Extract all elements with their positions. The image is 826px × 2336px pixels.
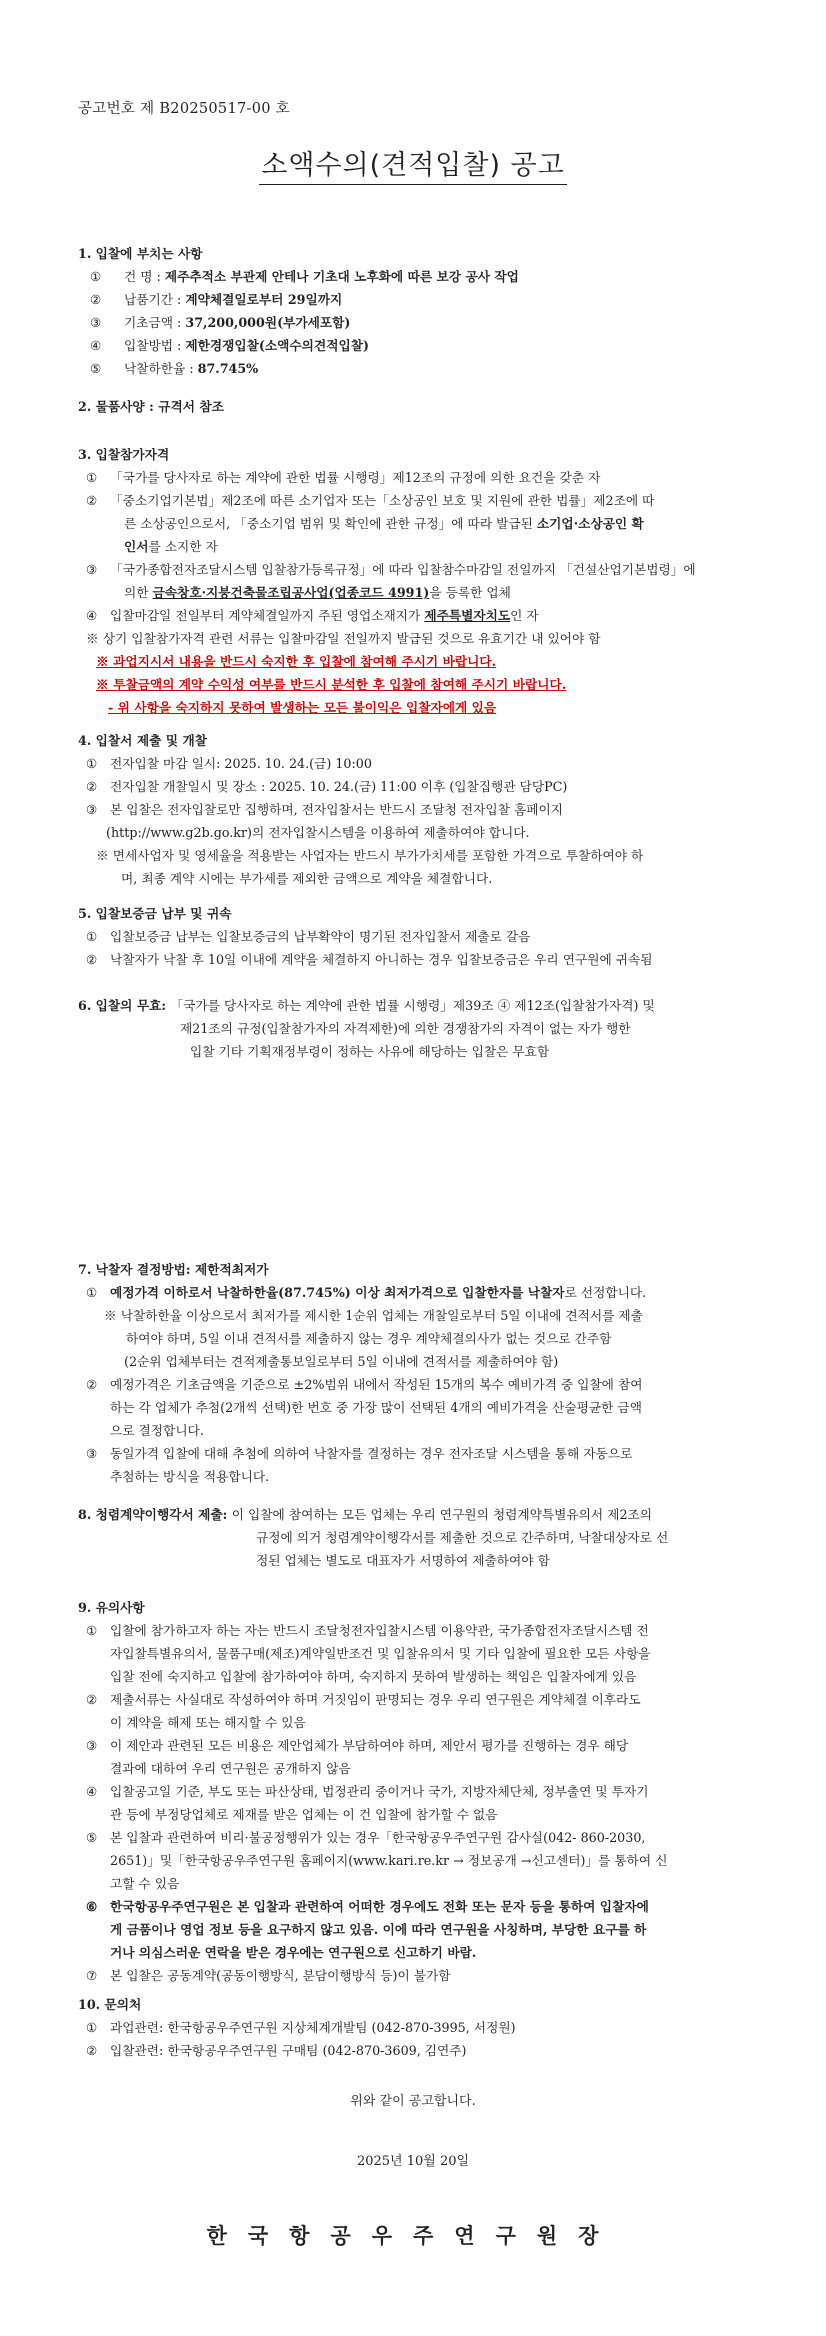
title-text: 소액수의(견적입찰) 공고 (259, 150, 566, 185)
list-item: ② 입찰관련: 한국항공우주연구원 구매팀 (042-870-3609, 김연주) (86, 2043, 467, 2058)
notice-date: 2025년 10월 20일 (356, 2154, 470, 2169)
list-item: ② 낙찰자가 낙찰 후 10일 이내에 계약을 체결하지 아니하는 경우 입찰보증금은 우리 연구원에 귀속됨 (86, 952, 653, 967)
list-item: ② 예정가격은 기초금액을 기준으로 ±2%범위 내에서 작성된 15개의 복수 예비가격 중 입찰에 참여 (86, 1377, 643, 1392)
list-item: ② 제출서류는 사실대로 작성하여야 하며 거짓임이 판명되는 경우 우리 연구원은 계약체결 이후라도 (86, 1692, 641, 1707)
section-integrity: 8. 청렴계약이행각서 제출: 이 입찰에 참여하는 모든 업체는 우리 연구원의 청렴계약특별유의서 제2조의 규정에 의거 청렴계약이행각서를 제출한 것으로 간주하며, 낙찰대상자로 선 정된 업체는 별도로 대표자가 서명하여 제출하여야 함 (78, 1507, 669, 1568)
note: 며, 최종 계약 시에는 부가세를 제외한 금액으로 계약을 체결합니다. (121, 871, 493, 886)
warning-text: - 위 사항을 숙지하지 못하여 발생하는 모든 불이익은 입찰자에게 있음 (108, 700, 497, 715)
note: ※ 면세사업자 및 영세율을 적용받는 사업자는 반드시 부가가치세를 포함한 가격으로 투찰하여야 하 (96, 848, 644, 863)
warning-text: ※ 투찰금액의 계약 수익성 여부를 반드시 분석한 후 입찰에 참여해 주시기 바랍니다. (96, 677, 567, 692)
section-spec (78, 395, 768, 418)
section-invalid: 6. 입찰의 무효: 「국가를 당사자로 하는 계약에 관한 법률 시행령」제39조 ④ 제12조(입찰참가자격) 및 제21조의 규정(입찰참가자의 자격제한)에 의한 경쟁참가의 자격이 없는 자가 행한 입찰 기타 기획재정부령이 정하는 사유에 해당하는 입찰은 무효함 (78, 998, 655, 1059)
section-deposit (78, 902, 768, 971)
list-item: ④ 입찰방법 : 제한경쟁입찰(소액수의견적입찰) (90, 338, 369, 353)
list-item: ② 「중소기업기본법」제2조에 따른 소기업자 또는「소상공인 보호 및 지원에 관한 법률」제2조에 따 (86, 493, 655, 508)
note: (2순위 업체부터는 견적제출통보일로부터 5일 이내에 견적서를 제출하여야 함) (124, 1354, 559, 1369)
list-item: ④ 입찰마감일 전일부터 계약체결일까지 주된 영업소재지가 제주특별자치도인 자 (86, 608, 539, 623)
section-heading: 7. 낙찰자 결정방법: 제한적최저가 (78, 1262, 269, 1277)
list-item: ③ 기초금액 : 37,200,000원(부가세포함) (90, 315, 351, 330)
organization-name: 한국항공우주연구원장 (206, 2224, 620, 2248)
list-item: ① 과업관련: 한국항공우주연구원 지상체계개발팀 (042-870-3995, 서정원) (86, 2020, 516, 2035)
note: ※ 낙찰하한율 이상으로서 최저가를 제시한 1순위 업체는 개찰일로부터 5일 이내에 견적서를 제출 (104, 1308, 643, 1323)
section-heading: 8. 청렴계약이행각서 제출: (78, 1507, 232, 1522)
list-item: ① 전자입찰 마감 일시: 2025. 10. 24.(금) 10:00 (86, 756, 372, 771)
page-title (0, 143, 826, 182)
list-item: ③ 「국가종합전자조달시스템 입찰참가등록규정」에 따라 입찰참수마감일 전일까지 「건설산업기본법령」에 (86, 562, 696, 577)
list-item: ③ 동일가격 입찰에 대해 추첨에 의하여 낙찰자를 결정하는 경우 전자조달 시스템을 통해 자동으로 (86, 1446, 633, 1461)
list-item: ① 입찰보증금 납부는 입찰보증금의 납부확약이 명기된 전자입찰서 제출로 갈음 (86, 929, 531, 944)
list-item: ⑤ 낙찰하한율 : 87.745% (90, 361, 259, 376)
section-notes: 9. 유의사항 ① 입찰에 참가하고자 하는 자는 반드시 조달청전자입찰시스템 이용약관, 국가종합전자조달시스템 전 자입찰특별유의서, 물품구매(제조)계약일반조건 및 입찰유의서 및 기타 입찰에 필요한 모든 사항을 입찰 전에 숙지하고 입찰에 참가하여야 하며, 숙지하지 못하여 발생하는 책임은 입찰자에게 있음 ② 제출서류는 사실대로 작성하여야 하며 거짓임이 판명되는 경우 우리 연구원은 계약체결 이후라도 이 계약을 해제 또는 해지할 수 있음 ③ 이 제안과 관련된 모든 비용은 제안업체가 부담하여야 하며, 제안서 평가를 진행하는 경우 해당 결과에 대하여 우리 연구원은 공개하지 않음 ④ 입찰공고일 기준, 부도 또는 파산상태, 법정관리 중이거나 국가, 지방자체단체, 정부출연 및 투자기 관 등에 부정당업체로 제재를 받은 업체는 이 건 입찰에 참가할 수 없음 ⑤ 본 입찰과 관련하여 비리·불공정행위가 있는 경우「한국항공우주연구원 감사실(042- 860-2030, 2651)」및「한국항공우주연구원 홈페이지(www.kari.re.kr → 정보공개 →신고센터)」를 통하여 신 고할 수 있음 ⑥ 한국항공우주연구원은 본 입찰과 관련하여 어떠한 경우에도 전화 또는 문자 등을 통하여 입찰자에 게 금품이나 영업 정보 등을 요구하지 않고 있음. 이에 따라 연구원을 사칭하며, 부당한 요구를 하 거나 의심스러운 연락을 받은 경우에는 연구원으로 신고하기 바람. ⑦ 본 입찰은 공동계약(공동이행방식, 분담이행방식 등)이 불가함 (78, 1596, 768, 1987)
list-item-cont: 의한 금속창호·지붕건축물조립공사업(업종코드 4991)을 등록한 업체 (124, 585, 511, 600)
section-contact (78, 1993, 768, 2062)
list-item-cont: 인서를 소지한 자 (124, 539, 218, 554)
list-item: ⑤ 본 입찰과 관련하여 비리·불공정행위가 있는 경우「한국항공우주연구원 감사실(042- 860-2030, (86, 1830, 646, 1845)
list-item: ⑦ 본 입찰은 공동계약(공동이행방식, 분담이행방식 등)이 불가함 (86, 1968, 451, 1983)
list-item: ⑥ 한국항공우주연구원은 본 입찰과 관련하여 어떠한 경우에도 전화 또는 문자 등을 통하여 입찰자에 (86, 1899, 649, 1914)
section-award: 7. 낙찰자 결정방법: 제한적최저가 ① 예정가격 이하로서 낙찰하한율(87.745%) 이상 최저가격으로 입찰한자를 낙찰자로 선정합니다. ※ 낙찰하한율 이상으로서 최저가를 제시한 1순위 업체는 개찰일로부터 5일 이내에 견적서를 제출 하여야 하며, 5일 이내 견적서를 제출하지 않는 경우 계약체결의사가 없는 것으로 간주함 (2순위 업체부터는 견적제출통보일로부터 5일 이내에 견적서를 제출하여야 함) ② 예정가격은 기초금액을 기준으로 ±2%범위 내에서 작성된 15개의 복수 예비가격 중 입찰에 참여 하는 각 업체가 추첨(2개씩 선택)한 번호 중 가장 많이 선택된 4개의 예비가격을 산술평균한 금액 으로 결정합니다. ③ 동일가격 입찰에 대해 추첨에 의하여 낙찰자를 결정하는 경우 전자조달 시스템을 통해 자동으로 추첨하는 방식을 적용합니다. (78, 1258, 768, 1488)
list-item-cont: 른 소상공인으로서, 「중소기업 범위 및 확인에 관한 규정」에 따라 발급된 소기업·소상공인 확 (124, 516, 644, 531)
list-item: ① 「국가를 당사자로 하는 계약에 관한 법률 시행령」제12조의 규정에 의한 요건을 갖춘 자 (86, 470, 601, 485)
list-item-cont: (http://www.g2b.go.kr)의 전자입찰시스템을 이용하여 제출하여야 합니다. (106, 825, 530, 840)
section-bid-items (78, 242, 768, 380)
section-submission (78, 729, 768, 890)
list-item: ① 입찰에 참가하고자 하는 자는 반드시 조달청전자입찰시스템 이용약관, 국가종합전자조달시스템 전 (86, 1623, 649, 1638)
list-item: ② 납품기간 : 계약체결일로부터 29일까지 (90, 292, 343, 307)
warning-text: ※ 과업지시서 내용을 반드시 숙지한 후 입찰에 참여해 주시기 바랍니다. (96, 654, 497, 669)
section-heading: 3. 입찰참가자격 (78, 447, 170, 462)
section-qualification (78, 443, 768, 719)
section-heading: 6. 입찰의 무효: (78, 998, 171, 1013)
section-heading: 2. 물품사양 : 규격서 참조 (78, 399, 224, 414)
section-heading: 9. 유의사항 (78, 1600, 145, 1615)
closing-text: 위와 같이 공고합니다. (350, 2094, 476, 2109)
notice-number: 공고번호 제 B20250517-00 호 (78, 101, 290, 117)
section-heading: 4. 입찰서 제출 및 개찰 (78, 733, 207, 748)
section-heading: 5. 입찰보증금 납부 및 귀속 (78, 906, 232, 921)
list-item: ② 전자입찰 개찰일시 및 장소 : 2025. 10. 24.(금) 11:00 이후 (입찰집행관 담당PC) (86, 779, 568, 794)
list-item: ① 예정가격 이하로서 낙찰하한율(87.745%) 이상 최저가격으로 입찰한자를 낙찰자로 선정합니다. (86, 1285, 647, 1300)
note: 하여야 하며, 5일 이내 견적서를 제출하지 않는 경우 계약체결의사가 없는 것으로 간주함 (126, 1331, 612, 1346)
note: ※ 상기 입찰참가자격 관련 서류는 입찰마감일 전일까지 발급된 것으로 유효기간 내 있어야 함 (86, 631, 601, 646)
list-item: ④ 입찰공고일 기준, 부도 또는 파산상태, 법정관리 중이거나 국가, 지방자체단체, 정부출연 및 투자기 (86, 1784, 649, 1799)
section-heading: 10. 문의처 (78, 1997, 142, 2012)
section-heading: 1. 입찰에 부치는 사항 (78, 246, 203, 261)
list-item: ③ 이 제안과 관련된 모든 비용은 제안업체가 부담하여야 하며, 제안서 평가를 진행하는 경우 해당 (86, 1738, 629, 1753)
list-item: ① 건 명 : 제주추적소 부관제 안테나 기초대 노후화에 따른 보강 공사 작업 (90, 269, 519, 284)
list-item: ③ 본 입찰은 전자입찰로만 집행하며, 전자입찰서는 반드시 조달청 전자입찰 홈페이지 (86, 802, 564, 817)
